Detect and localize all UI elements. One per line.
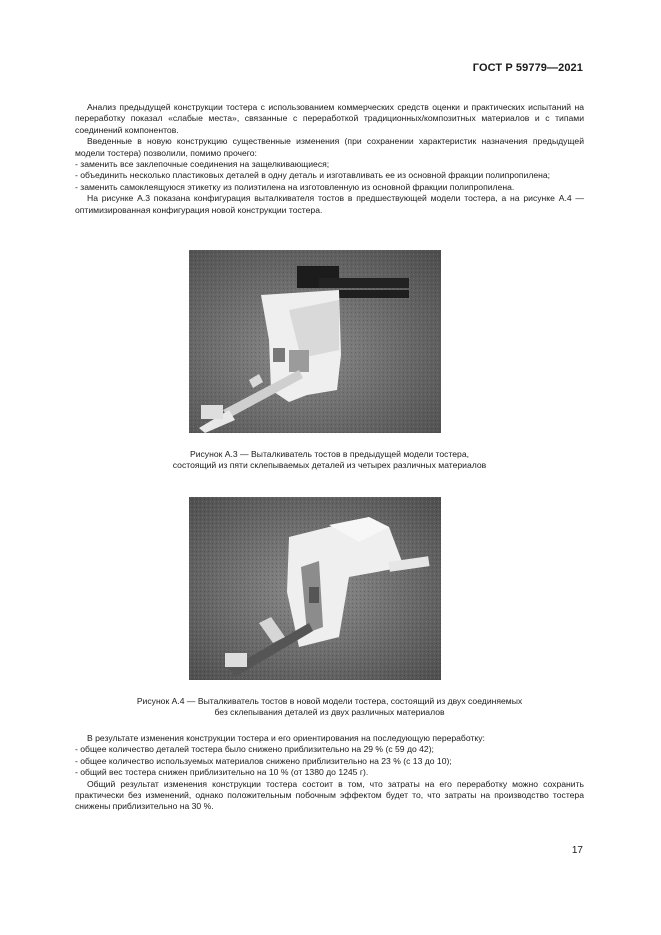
intro-section [75, 102, 584, 216]
results-section [75, 733, 584, 813]
figure-a4-caption [75, 696, 584, 719]
intro-bullet-3: - заменить самоклеящуюся этикетку из полиэтилена на изготовленную из основной фракции полипропилена. [75, 181, 515, 192]
results-bullet-1: - общее количество деталей тостера было снижено приблизительно на 29 % (с 59 до 42); [75, 744, 434, 755]
toast-ejector-new-image [189, 497, 441, 680]
figure-a3-caption-line-1: Рисунок А.3 — Выталкиватель тостов в предыдущей модели тостера, [189, 449, 470, 459]
figure-a3-caption-line-2: состоящий из пяти склепываемых деталей из четырех различных материалов [172, 460, 487, 471]
intro-bullet-1: - заменить все заклепочные соединения на защелкивающиеся; [75, 159, 330, 170]
results-bullet-2: - общее количество используемых материалов снижено приблизительно на 23 % (с 13 до 10); [75, 755, 452, 766]
intro-paragraph-2: Введенные в новую конструкцию существенные изменения (при сохранении характеристик назначения предыдущей модели тостера) позволили, помимо прочего: [75, 136, 584, 158]
intro-paragraph-1: Анализ предыдущей конструкции тостера с использованием коммерческих средств оценки и практических испытаний на переработку показал «слабые места», связанные с переработкой традиционных/композитных материалов и с типами соединений компонентов. [75, 102, 584, 135]
results-bullet-3: - общий вес тостера снижен приблизительно на 10 % (от 1380 до 1245 г). [75, 767, 369, 778]
figure-a3-caption [75, 449, 584, 472]
document-standard-number: ГОСТ Р 59779—2021 [472, 62, 583, 74]
figure-a4-caption-line-2: без склепывания деталей из двух различных материалов [214, 707, 445, 718]
toast-ejector-old-image [189, 250, 441, 433]
results-paragraph-2: Общий результат изменения конструкции тостера состоит в том, что затраты на его переработку можно сохранить практически без изменений, однако положительным побочным эффектом будет то, что затраты на производство тостера снижены приблизительно на 30 %. [75, 778, 584, 812]
intro-paragraph-3: На рисунке А.3 показана конфигурация выталкивателя тостов в предшествующей модели тостера, а на рисунке А.4 — оптимизированная конфигурация новой конструкции тостера. [75, 193, 584, 215]
figure-a4-photo [189, 497, 441, 680]
results-paragraph-1: В результате изменения конструкции тостера и его ориентирования на последующую переработку: [87, 733, 485, 743]
intro-bullet-2: - объединить несколько пластиковых деталей в одну деталь и изготавливать ее из основной фракции полипропилена; [75, 170, 551, 181]
page-number: 17 [571, 845, 583, 856]
figure-a4-caption-line-1: Рисунок А.4 — Выталкиватель тостов в новой модели тостера, состоящий из двух соединяемых [136, 696, 523, 706]
figure-a3-photo [189, 250, 441, 433]
